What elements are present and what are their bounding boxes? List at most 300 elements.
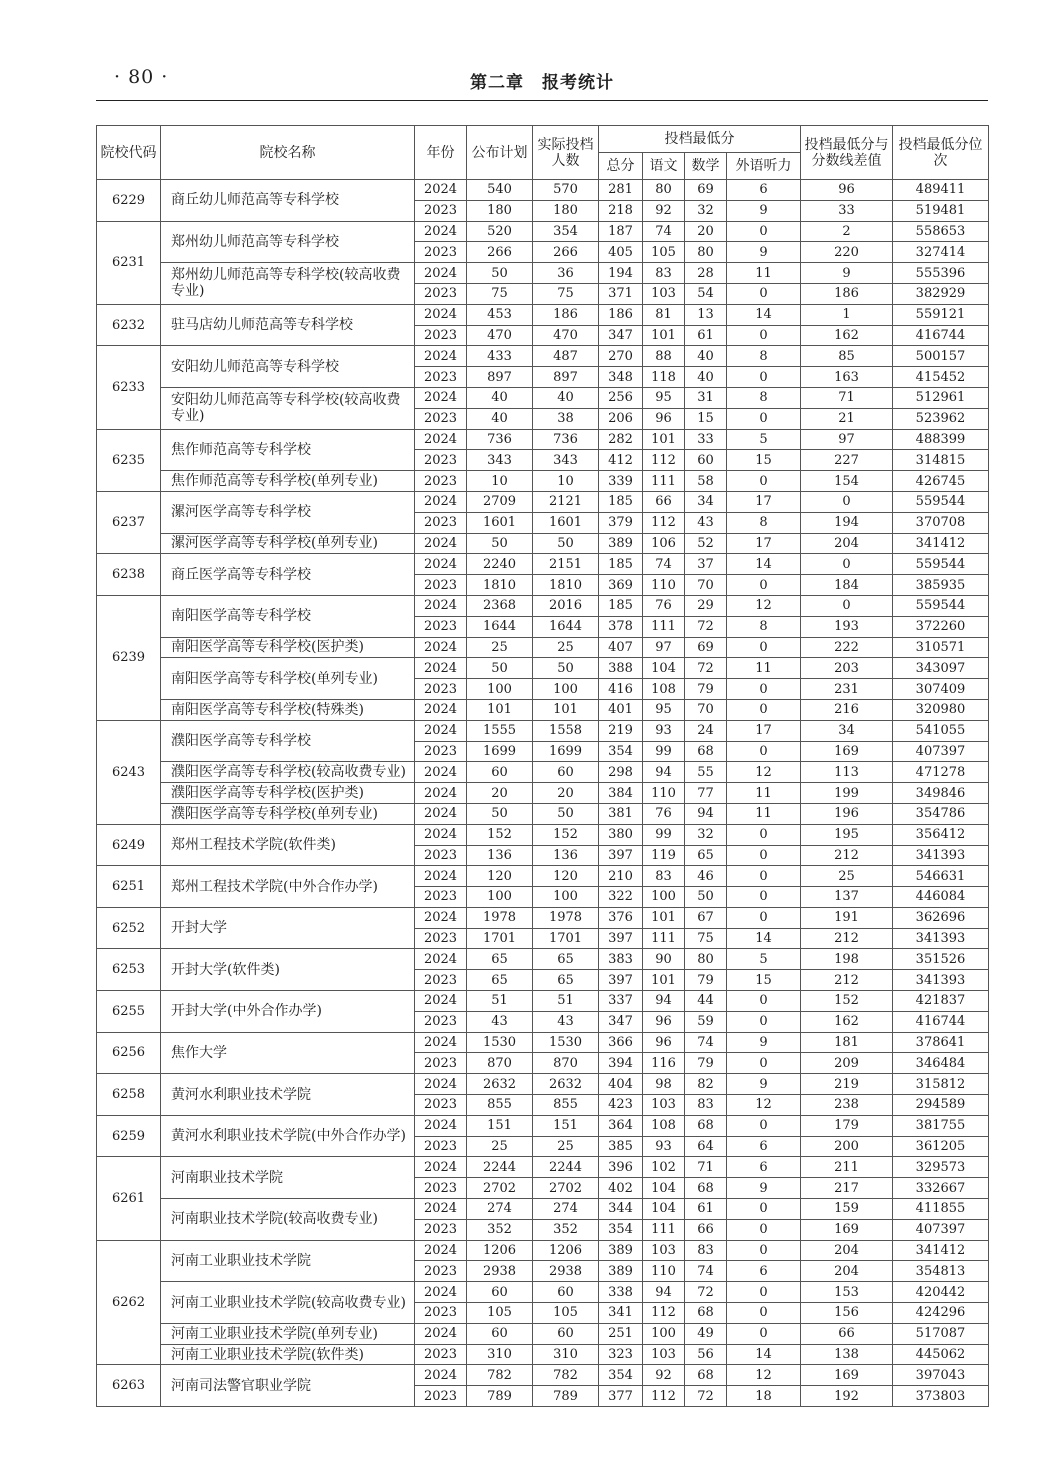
header-chinese: 语文	[643, 153, 685, 180]
listening-cell: 0	[727, 575, 801, 596]
plan-cell: 43	[467, 1011, 533, 1032]
total-cell: 341	[599, 1303, 643, 1324]
listening-cell: 6	[727, 1261, 801, 1282]
plan-cell: 100	[467, 887, 533, 908]
chinese-cell: 112	[643, 512, 685, 533]
diff-cell: 138	[801, 1344, 893, 1365]
school-name-cell: 河南司法警官职业学院	[161, 1365, 415, 1407]
table-row	[97, 387, 989, 408]
total-cell: 339	[599, 471, 643, 492]
diff-cell: 156	[801, 1303, 893, 1324]
total-cell: 379	[599, 512, 643, 533]
chinese-cell: 101	[643, 907, 685, 928]
school-name-cell: 开封大学	[161, 907, 415, 949]
plan-cell: 100	[467, 679, 533, 700]
chinese-cell: 112	[643, 1386, 685, 1407]
listening-cell: 8	[727, 346, 801, 367]
year-cell: 2024	[415, 1199, 467, 1220]
listening-cell: 0	[727, 741, 801, 762]
actual-cell: 870	[533, 1053, 599, 1074]
page-number: · 80 ·	[114, 66, 169, 88]
rank-cell: 310571	[893, 637, 989, 658]
diff-cell: 152	[801, 991, 893, 1012]
table-row	[97, 866, 989, 887]
chinese-cell: 88	[643, 346, 685, 367]
actual-cell: 1701	[533, 928, 599, 949]
chinese-cell: 95	[643, 387, 685, 408]
rank-cell: 327414	[893, 242, 989, 263]
school-code-cell: 6262	[97, 1240, 161, 1365]
rank-cell: 381755	[893, 1115, 989, 1136]
math-cell: 59	[685, 1011, 727, 1032]
table-row	[97, 699, 989, 720]
school-name-cell: 黄河水利职业技术学院	[161, 1074, 415, 1116]
table-row	[97, 907, 989, 928]
actual-cell: 120	[533, 866, 599, 887]
plan-cell: 50	[467, 658, 533, 679]
school-code-cell: 6232	[97, 304, 161, 346]
year-cell: 2023	[415, 616, 467, 637]
math-cell: 15	[685, 408, 727, 429]
chinese-cell: 74	[643, 554, 685, 575]
school-name-cell: 南阳医学高等专科学校(单列专业)	[161, 658, 415, 700]
math-cell: 69	[685, 637, 727, 658]
table-row	[97, 304, 989, 325]
diff-cell: 34	[801, 720, 893, 741]
table-row	[97, 533, 989, 554]
plan-cell: 65	[467, 970, 533, 991]
diff-cell: 204	[801, 533, 893, 554]
math-cell: 68	[685, 1303, 727, 1324]
year-cell: 2023	[415, 1011, 467, 1032]
year-cell: 2024	[415, 1282, 467, 1303]
table-row	[97, 346, 989, 367]
actual-cell: 10	[533, 471, 599, 492]
table-row	[97, 1032, 989, 1053]
total-cell: 389	[599, 1261, 643, 1282]
school-name-cell: 南阳医学高等专科学校(医护类)	[161, 637, 415, 658]
actual-cell: 20	[533, 783, 599, 804]
year-cell: 2024	[415, 595, 467, 616]
total-cell: 354	[599, 1219, 643, 1240]
school-name-cell: 河南职业技术学院(较高收费专业)	[161, 1199, 415, 1241]
diff-cell: 204	[801, 1240, 893, 1261]
total-cell: 401	[599, 699, 643, 720]
math-cell: 64	[685, 1136, 727, 1157]
total-cell: 405	[599, 242, 643, 263]
total-cell: 377	[599, 1386, 643, 1407]
rank-cell: 559544	[893, 554, 989, 575]
total-cell: 323	[599, 1344, 643, 1365]
actual-cell: 1558	[533, 720, 599, 741]
math-cell: 72	[685, 1386, 727, 1407]
listening-cell: 9	[727, 1032, 801, 1053]
rank-cell: 546631	[893, 866, 989, 887]
year-cell: 2024	[415, 387, 467, 408]
rank-cell: 361205	[893, 1136, 989, 1157]
diff-cell: 219	[801, 1074, 893, 1095]
math-cell: 65	[685, 845, 727, 866]
school-code-cell: 6261	[97, 1157, 161, 1240]
year-cell: 2024	[415, 491, 467, 512]
total-cell: 416	[599, 679, 643, 700]
rank-cell: 421837	[893, 991, 989, 1012]
total-cell: 348	[599, 367, 643, 388]
total-cell: 282	[599, 429, 643, 450]
rank-cell: 416744	[893, 1011, 989, 1032]
actual-cell: 789	[533, 1386, 599, 1407]
year-cell: 2024	[415, 783, 467, 804]
listening-cell: 0	[727, 824, 801, 845]
diff-cell: 169	[801, 1365, 893, 1386]
school-code-cell: 6258	[97, 1074, 161, 1116]
listening-cell: 0	[727, 1053, 801, 1074]
plan-cell: 1699	[467, 741, 533, 762]
table-row	[97, 263, 989, 284]
page-header	[96, 64, 988, 101]
rank-cell: 351526	[893, 949, 989, 970]
math-cell: 72	[685, 658, 727, 679]
total-cell: 396	[599, 1157, 643, 1178]
plan-cell: 1978	[467, 907, 533, 928]
diff-cell: 217	[801, 1178, 893, 1199]
year-cell: 2024	[415, 1323, 467, 1344]
diff-cell: 194	[801, 512, 893, 533]
plan-cell: 2702	[467, 1178, 533, 1199]
year-cell: 2023	[415, 575, 467, 596]
diff-cell: 25	[801, 866, 893, 887]
year-cell: 2023	[415, 242, 467, 263]
year-cell: 2023	[415, 367, 467, 388]
math-cell: 61	[685, 1199, 727, 1220]
total-cell: 369	[599, 575, 643, 596]
math-cell: 74	[685, 1261, 727, 1282]
diff-cell: 222	[801, 637, 893, 658]
chinese-cell: 76	[643, 803, 685, 824]
listening-cell: 18	[727, 1386, 801, 1407]
table-row	[97, 637, 989, 658]
plan-cell: 2240	[467, 554, 533, 575]
plan-cell: 540	[467, 180, 533, 201]
listening-cell: 0	[727, 907, 801, 928]
header-code: 院校代码	[97, 126, 161, 180]
actual-cell: 1699	[533, 741, 599, 762]
plan-cell: 2938	[467, 1261, 533, 1282]
plan-cell: 1701	[467, 928, 533, 949]
table-body	[97, 180, 989, 1407]
total-cell: 187	[599, 221, 643, 242]
rank-cell: 559121	[893, 304, 989, 325]
total-cell: 270	[599, 346, 643, 367]
total-cell: 251	[599, 1323, 643, 1344]
rank-cell: 349846	[893, 783, 989, 804]
math-cell: 79	[685, 1053, 727, 1074]
rank-cell: 314815	[893, 450, 989, 471]
listening-cell: 6	[727, 180, 801, 201]
chinese-cell: 98	[643, 1074, 685, 1095]
school-name-cell: 河南工业职业技术学院	[161, 1240, 415, 1282]
diff-cell: 153	[801, 1282, 893, 1303]
table-row	[97, 471, 989, 492]
diff-cell: 163	[801, 367, 893, 388]
year-cell: 2024	[415, 991, 467, 1012]
math-cell: 82	[685, 1074, 727, 1095]
chinese-cell: 103	[643, 1095, 685, 1116]
diff-cell: 231	[801, 679, 893, 700]
chinese-cell: 93	[643, 1136, 685, 1157]
rank-cell: 329573	[893, 1157, 989, 1178]
plan-cell: 520	[467, 221, 533, 242]
chinese-cell: 83	[643, 263, 685, 284]
chinese-cell: 104	[643, 1199, 685, 1220]
rank-cell: 426745	[893, 471, 989, 492]
year-cell: 2023	[415, 1344, 467, 1365]
school-name-cell: 郑州工程技术学院(中外合作办学)	[161, 866, 415, 908]
total-cell: 385	[599, 1136, 643, 1157]
plan-cell: 1810	[467, 575, 533, 596]
school-name-cell: 漯河医学高等专科学校	[161, 491, 415, 533]
listening-cell: 8	[727, 387, 801, 408]
total-cell: 344	[599, 1199, 643, 1220]
listening-cell: 17	[727, 491, 801, 512]
rank-cell: 385935	[893, 575, 989, 596]
chinese-cell: 110	[643, 783, 685, 804]
chinese-cell: 99	[643, 741, 685, 762]
plan-cell: 60	[467, 1282, 533, 1303]
diff-cell: 85	[801, 346, 893, 367]
year-cell: 2023	[415, 471, 467, 492]
listening-cell: 15	[727, 450, 801, 471]
chinese-cell: 111	[643, 616, 685, 637]
actual-cell: 736	[533, 429, 599, 450]
school-name-cell: 濮阳医学高等专科学校(医护类)	[161, 783, 415, 804]
rank-cell: 346484	[893, 1053, 989, 1074]
diff-cell: 1	[801, 304, 893, 325]
plan-cell: 1555	[467, 720, 533, 741]
chinese-cell: 110	[643, 575, 685, 596]
year-cell: 2024	[415, 699, 467, 720]
listening-cell: 0	[727, 866, 801, 887]
table-row	[97, 949, 989, 970]
actual-cell: 38	[533, 408, 599, 429]
year-cell: 2023	[415, 970, 467, 991]
plan-cell: 105	[467, 1303, 533, 1324]
chinese-cell: 111	[643, 928, 685, 949]
listening-cell: 0	[727, 1115, 801, 1136]
plan-cell: 782	[467, 1365, 533, 1386]
year-cell: 2023	[415, 1053, 467, 1074]
plan-cell: 151	[467, 1115, 533, 1136]
plan-cell: 266	[467, 242, 533, 263]
school-name-cell: 郑州幼儿师范高等专科学校	[161, 221, 415, 263]
actual-cell: 50	[533, 803, 599, 824]
school-code-cell: 6243	[97, 720, 161, 824]
rank-cell: 407397	[893, 1219, 989, 1240]
diff-cell: 211	[801, 1157, 893, 1178]
chinese-cell: 74	[643, 221, 685, 242]
math-cell: 52	[685, 533, 727, 554]
chinese-cell: 112	[643, 450, 685, 471]
actual-cell: 1601	[533, 512, 599, 533]
plan-cell: 2709	[467, 491, 533, 512]
math-cell: 32	[685, 824, 727, 845]
year-cell: 2024	[415, 1240, 467, 1261]
table-row	[97, 1344, 989, 1365]
rank-cell: 559544	[893, 491, 989, 512]
listening-cell: 0	[727, 991, 801, 1012]
total-cell: 347	[599, 325, 643, 346]
school-code-cell: 6238	[97, 554, 161, 596]
actual-cell: 2938	[533, 1261, 599, 1282]
actual-cell: 100	[533, 887, 599, 908]
total-cell: 397	[599, 928, 643, 949]
math-cell: 61	[685, 325, 727, 346]
diff-cell: 71	[801, 387, 893, 408]
school-name-cell: 河南工业职业技术学院(较高收费专业)	[161, 1282, 415, 1324]
actual-cell: 782	[533, 1365, 599, 1386]
school-name-cell: 安阳幼儿师范高等专科学校(较高收费专业)	[161, 387, 415, 429]
rank-cell: 320980	[893, 699, 989, 720]
total-cell: 298	[599, 762, 643, 783]
math-cell: 77	[685, 783, 727, 804]
math-cell: 46	[685, 866, 727, 887]
plan-cell: 50	[467, 533, 533, 554]
math-cell: 70	[685, 575, 727, 596]
rank-cell: 416744	[893, 325, 989, 346]
plan-cell: 51	[467, 991, 533, 1012]
chinese-cell: 96	[643, 408, 685, 429]
year-cell: 2024	[415, 221, 467, 242]
total-cell: 219	[599, 720, 643, 741]
plan-cell: 50	[467, 803, 533, 824]
chinese-cell: 112	[643, 1303, 685, 1324]
rank-cell: 415452	[893, 367, 989, 388]
year-cell: 2023	[415, 450, 467, 471]
rank-cell: 341393	[893, 970, 989, 991]
table-row	[97, 1365, 989, 1386]
plan-cell: 50	[467, 263, 533, 284]
math-cell: 60	[685, 450, 727, 471]
year-cell: 2023	[415, 679, 467, 700]
plan-cell: 1530	[467, 1032, 533, 1053]
chinese-cell: 96	[643, 1032, 685, 1053]
chinese-cell: 103	[643, 1344, 685, 1365]
year-cell: 2024	[415, 762, 467, 783]
plan-cell: 274	[467, 1199, 533, 1220]
chinese-cell: 101	[643, 325, 685, 346]
diff-cell: 216	[801, 699, 893, 720]
listening-cell: 0	[727, 887, 801, 908]
diff-cell: 33	[801, 200, 893, 221]
total-cell: 338	[599, 1282, 643, 1303]
rank-cell: 500157	[893, 346, 989, 367]
chinese-cell: 100	[643, 887, 685, 908]
chinese-cell: 111	[643, 471, 685, 492]
chinese-cell: 108	[643, 1115, 685, 1136]
actual-cell: 266	[533, 242, 599, 263]
school-code-cell: 6253	[97, 949, 161, 991]
listening-cell: 12	[727, 762, 801, 783]
listening-cell: 0	[727, 1199, 801, 1220]
listening-cell: 0	[727, 1303, 801, 1324]
rank-cell: 411855	[893, 1199, 989, 1220]
actual-cell: 855	[533, 1095, 599, 1116]
school-name-cell: 焦作大学	[161, 1032, 415, 1074]
header-name: 院校名称	[161, 126, 415, 180]
table-row	[97, 783, 989, 804]
diff-cell: 2	[801, 221, 893, 242]
total-cell: 210	[599, 866, 643, 887]
diff-cell: 159	[801, 1199, 893, 1220]
school-name-cell: 濮阳医学高等专科学校(单列专业)	[161, 803, 415, 824]
year-cell: 2023	[415, 200, 467, 221]
rank-cell: 407397	[893, 741, 989, 762]
total-cell: 412	[599, 450, 643, 471]
header-rank: 投档最低分位次	[893, 126, 989, 180]
chapter-title: 第二章 报考统计	[470, 73, 614, 93]
year-cell: 2023	[415, 1303, 467, 1324]
chinese-cell: 81	[643, 304, 685, 325]
year-cell: 2023	[415, 1136, 467, 1157]
plan-cell: 855	[467, 1095, 533, 1116]
diff-cell: 212	[801, 928, 893, 949]
year-cell: 2023	[415, 1219, 467, 1240]
diff-cell: 21	[801, 408, 893, 429]
rank-cell: 445062	[893, 1344, 989, 1365]
plan-cell: 2244	[467, 1157, 533, 1178]
diff-cell: 169	[801, 741, 893, 762]
actual-cell: 151	[533, 1115, 599, 1136]
math-cell: 80	[685, 949, 727, 970]
school-name-cell: 漯河医学高等专科学校(单列专业)	[161, 533, 415, 554]
rank-cell: 341393	[893, 845, 989, 866]
chinese-cell: 96	[643, 1011, 685, 1032]
total-cell: 347	[599, 1011, 643, 1032]
plan-cell: 20	[467, 783, 533, 804]
table-row	[97, 429, 989, 450]
table-row	[97, 1115, 989, 1136]
year-cell: 2024	[415, 866, 467, 887]
chinese-cell: 94	[643, 1282, 685, 1303]
total-cell: 389	[599, 1240, 643, 1261]
year-cell: 2024	[415, 180, 467, 201]
rank-cell: 489411	[893, 180, 989, 201]
header-diff: 投档最低分与分数线差值	[801, 126, 893, 180]
rank-cell: 294589	[893, 1095, 989, 1116]
actual-cell: 75	[533, 283, 599, 304]
rank-cell: 558653	[893, 221, 989, 242]
math-cell: 29	[685, 595, 727, 616]
table-row	[97, 595, 989, 616]
actual-cell: 50	[533, 658, 599, 679]
total-cell: 384	[599, 783, 643, 804]
total-cell: 402	[599, 1178, 643, 1199]
year-cell: 2024	[415, 1032, 467, 1053]
diff-cell: 66	[801, 1323, 893, 1344]
year-cell: 2023	[415, 741, 467, 762]
total-cell: 423	[599, 1095, 643, 1116]
year-cell: 2023	[415, 1178, 467, 1199]
math-cell: 43	[685, 512, 727, 533]
actual-cell: 60	[533, 1323, 599, 1344]
math-cell: 94	[685, 803, 727, 824]
chinese-cell: 104	[643, 1178, 685, 1199]
school-name-cell: 驻马店幼儿师范高等专科学校	[161, 304, 415, 346]
table-row	[97, 1240, 989, 1261]
table-row	[97, 1074, 989, 1095]
table-row	[97, 221, 989, 242]
math-cell: 55	[685, 762, 727, 783]
